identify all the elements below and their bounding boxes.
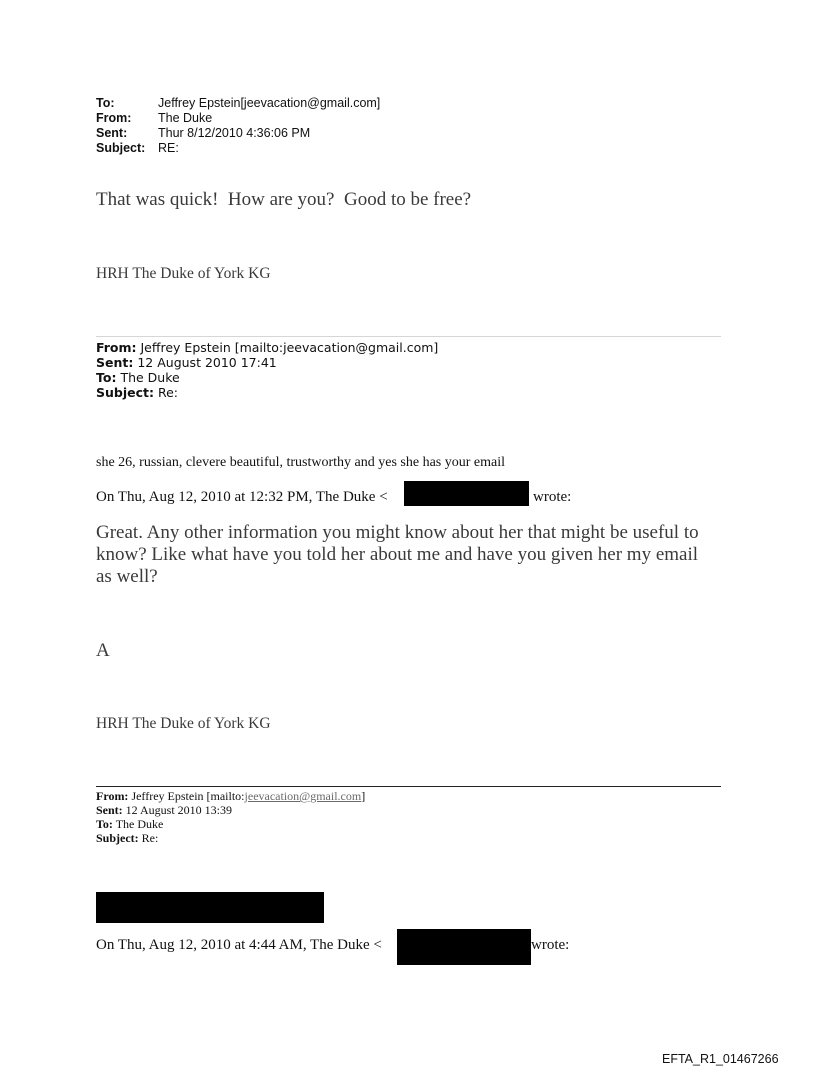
quote1-subject-row [96, 385, 438, 400]
header-sent-row [96, 126, 380, 141]
message1-signature: HRH The Duke of York KG [96, 265, 271, 282]
redaction-block [96, 892, 324, 923]
email-header [96, 96, 380, 156]
message2-body: Great. Any other information you might know about her that might be useful to know? Like what have you told her about me and have you given her my email as well? [96, 522, 699, 587]
quote1-sent-value: 12 August 2010 17:41 [137, 355, 277, 370]
message2-signature: HRH The Duke of York KG [96, 715, 271, 732]
quote1-to-label: To: [96, 370, 117, 385]
quote1-sent-row [96, 355, 438, 370]
quote2-sent-value: 12 August 2010 13:39 [125, 803, 233, 817]
message1-body: That was quick! How are you? Good to be free? [96, 189, 472, 210]
header-to-row [96, 96, 380, 111]
quote2-sent-row [96, 803, 365, 817]
quote2-attribution-prefix: On Thu, Aug 12, 2010 at 4:44 AM, The Duke < [96, 937, 382, 953]
quote2-from-suffix: ] [361, 789, 366, 803]
header-from-label: From: [96, 111, 132, 125]
quote2-subject-value: Re: [141, 831, 159, 845]
quote1-to-row [96, 370, 438, 385]
quote1-attribution-prefix: On Thu, Aug 12, 2010 at 12:32 PM, The Duke < [96, 489, 388, 505]
quote1-body: she 26, russian, clevere beautiful, trustworthy and yes she has your email [96, 455, 506, 470]
header-from-row [96, 111, 380, 126]
redaction-block [397, 929, 531, 965]
redaction-block [404, 481, 529, 506]
header-subject-row [96, 141, 380, 156]
bates-number: EFTA_R1_01467266 [662, 1052, 779, 1066]
quote1-header [96, 340, 438, 400]
header-sent-label: Sent: [96, 126, 128, 140]
quote2-from-prefix: Jeffrey Epstein [mailto: [131, 789, 245, 803]
header-subject-value: RE: [158, 141, 179, 155]
quote2-to-value: The Duke [115, 817, 164, 831]
quote2-to-row [96, 817, 365, 831]
quote1-subject-label: Subject: [96, 385, 154, 400]
header-subject-label: Subject: [96, 141, 146, 155]
quote1-sent-label: Sent: [96, 355, 134, 370]
quote1-from-value: Jeffrey Epstein [mailto:jeevacation@gmail.com] [140, 340, 439, 355]
quote2-from-row [96, 789, 365, 803]
quote2-subject-label: Subject: [96, 831, 139, 845]
message2-initial: A [96, 640, 110, 661]
quote1-subject-value: Re: [157, 385, 179, 400]
quote1-from-label: From: [96, 340, 137, 355]
header-to-value: Jeffrey Epstein[jeevacation@gmail.com] [158, 96, 381, 110]
divider-2 [96, 786, 721, 787]
quote2-attribution-suffix: wrote: [531, 937, 570, 953]
quote2-to-label: To: [96, 817, 113, 831]
quote1-attribution-suffix: wrote: [533, 489, 572, 505]
quote2-sent-label: Sent: [96, 803, 123, 817]
divider-1 [96, 336, 721, 337]
quote2-subject-row [96, 831, 365, 845]
header-sent-value: Thur 8/12/2010 4:36:06 PM [158, 126, 311, 140]
quote2-from-label: From: [96, 789, 129, 803]
quote2-header [96, 789, 365, 845]
quote2-email-link[interactable]: jeevacation@gmail.com [244, 789, 362, 803]
quote1-to-value: The Duke [120, 370, 180, 385]
header-from-value: The Duke [158, 111, 213, 125]
header-to-label: To: [96, 96, 115, 110]
quote1-from-row [96, 340, 438, 355]
